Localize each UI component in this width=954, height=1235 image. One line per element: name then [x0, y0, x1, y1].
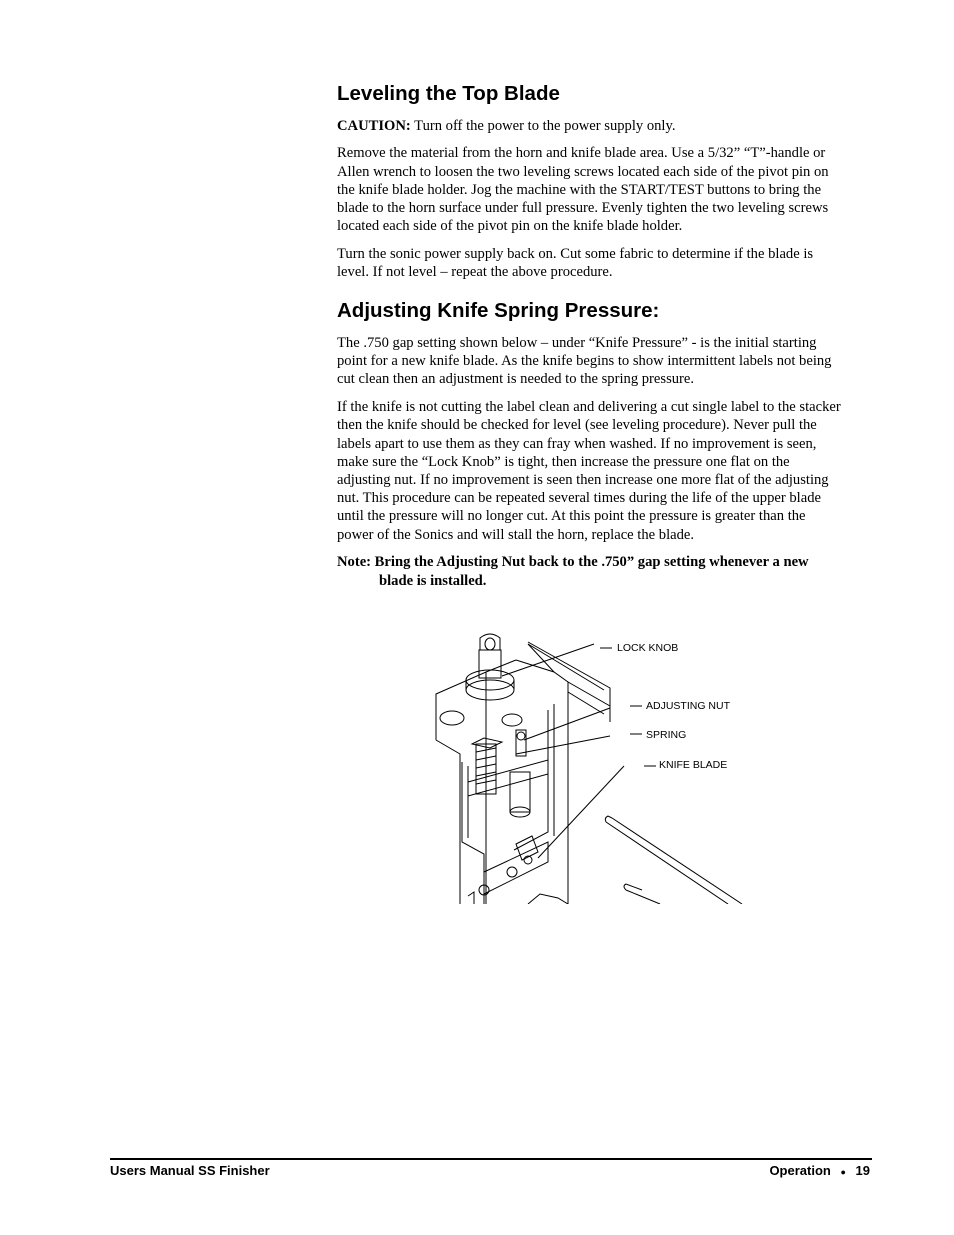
housing-front-edge: [436, 740, 460, 904]
label-spring: SPRING: [646, 729, 687, 741]
knife-assembly-drawing: [428, 632, 758, 904]
footer-bullet-icon: ●: [840, 1167, 846, 1177]
side-plate: [516, 660, 568, 904]
note-paragraph: Note: Bring the Adjusting Nut back to the .750” gap setting whenever a new blade is installed.: [337, 554, 809, 589]
caution-label: CAUTION:: [337, 117, 411, 134]
heading-leveling-top-blade: Leveling the Top Blade: [337, 82, 560, 105]
top-hole: [440, 711, 464, 725]
lock-knob-eye: [480, 634, 500, 650]
heading-adjusting-spring-pressure: Adjusting Knife Spring Pressure:: [337, 299, 660, 323]
footer-page-info: [769, 1163, 870, 1178]
label-lock-knob: LOCK KNOB: [617, 642, 679, 654]
right-base-edge: [612, 818, 742, 904]
spring-paragraph-1: The .750 gap setting shown below – under “Knife Pressure” - is the initial starting point for a new knife blade. As the knife begins to show intermittent labels not being cut clean then an adjustment is needed to the spring pressure.: [337, 335, 832, 388]
spring-paragraph-2: If the knife is not cutting the label clean and delivering a cut single label to the stacker then the knife should be checked for level (see leveling procedure). Never pull the labels apart to use them as they can fray when washed. If no improvement is seen, make sure the “Lock Knob” is tight, then increase the pressure one flat on the adjusting nut. If no improvement is seen then increase one more flat of the adjusting nut. This procedure can be repeated several times during the life of the upper blade until the pressure will no longer cut. At this point the pressure is greater than the power of the Sonics and will stall the horn, replace the blade.: [337, 399, 841, 543]
blade-holder: [484, 842, 548, 894]
leveling-paragraph-1: Remove the material from the horn and knife blade area. Use a 5/32” “T”-handle or Allen wrench to loosen the two leveling screws located each side of the pivot pin on the knife blade holder. Jog the machine with the START/TEST buttons to bring the blade to the horn surface under full pressure. Evenly tighten the two leveling screws located each side of the pivot pin on the knife blade holder.: [337, 145, 829, 235]
footer-section: Operation: [769, 1163, 831, 1178]
caution-paragraph: [337, 117, 842, 135]
leveling-paragraph-2: Turn the sonic power supply back on. Cut some fabric to determine if the blade is level. If not level – repeat the above procedure.: [337, 246, 814, 281]
leader-knife-blade: [538, 766, 624, 858]
pivot-post: [510, 772, 530, 812]
housing-left-edge: [436, 672, 486, 904]
label-knife-blade: KNIFE BLADE: [659, 759, 728, 771]
cross-bar: [468, 760, 548, 796]
leader-adjusting-nut: [524, 708, 610, 740]
page-content: [337, 82, 842, 599]
label-adjusting-nut: ADJUSTING NUT: [646, 700, 730, 712]
footer-manual-title: Users Manual SS Finisher: [110, 1163, 270, 1178]
footer-page-number: 19: [855, 1163, 870, 1178]
footer-rule: [110, 1158, 872, 1160]
caution-text: Turn off the power to the power supply only.: [410, 117, 676, 134]
knife-assembly-diagram: [428, 632, 758, 904]
leader-spring: [516, 736, 610, 754]
